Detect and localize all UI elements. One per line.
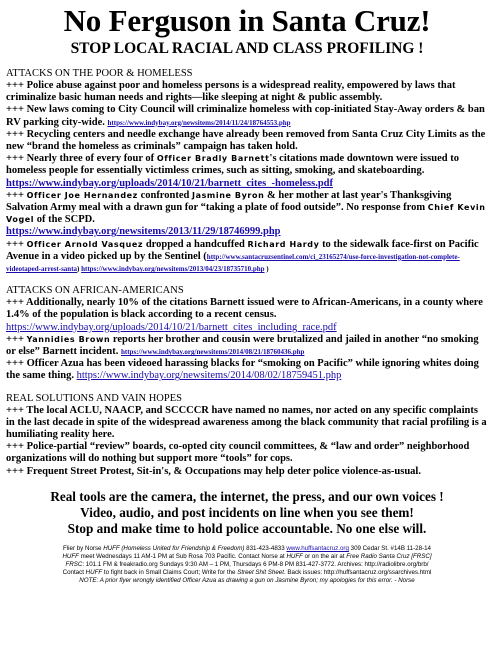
source-link[interactable]: https://www.indybay.org/newsitems/2014/11/24/18764553.php — [107, 118, 291, 127]
footer-note: NOTE: A prior flyer wrongly identified Officer Azua as drawing a gun on Jasmine Byron; my apologies for this error. - Norse — [79, 576, 415, 584]
spacer — [6, 275, 488, 285]
paragraph-text: of the SCPD. — [34, 214, 95, 226]
paragraph-text: to the sidewalk face-first on Pacific Avenue in a video picked up by the Sentinel ( — [6, 238, 479, 262]
footer-line — [6, 561, 488, 569]
section-african-americans — [6, 285, 488, 382]
closing-line: Video, audio, and post incidents on line when you see them! — [80, 504, 414, 520]
footer-text: meet Wednesdays 11 AM-1 PM at Sub Rosa 703 Pacific. Contact Norse at — [78, 552, 287, 560]
footer-org: HUFF — [286, 552, 303, 560]
paragraph — [6, 104, 488, 128]
footer-text: : 101.1 FM & freakradio.org Sundays 9:30 AM – 1 PM, Thursdays 6 PM-8 PM 831-427-3772. Archives: http://radiolibre.org/brb/ — [82, 560, 429, 568]
closing-block — [6, 489, 488, 537]
paragraph-text: +++ Additionally, nearly 10% of the citations Barnett issued were to African-Americans, in a county where 1.4% of the population is black according to a recent census. — [6, 297, 483, 321]
footer-text: to fight back in Small Claims Court; Write for the — [102, 568, 238, 576]
footer-radio: FRSC — [65, 560, 83, 568]
footer-text: Contact — [62, 568, 86, 576]
source-link[interactable]: https://www.indybay.org/newsitems/2014/08/21/18760436.php — [121, 348, 305, 357]
paragraph: +++ Police-partial “review” boards, co-opted city council committees, & “law and order” neighborhood organizations will do nothing but support more “tools” for cops. — [6, 441, 470, 465]
person-name: Jasmine Byron — [192, 190, 265, 200]
website-link[interactable]: www.huffsantacruz.org — [286, 544, 349, 552]
paragraph — [6, 153, 488, 190]
source-link[interactable]: https://www.indybay.org/uploads/2014/10/21/barnett_cites_including_race.pdf — [6, 321, 337, 333]
paragraph — [6, 239, 488, 276]
officer-name: Officer Bradly Barnett — [156, 154, 270, 164]
paragraph-text: & her mother at last year's Thanksgiving Salvation Army meal with a drawn gun for “taking a plate of food outside”. No response from — [6, 189, 452, 214]
paragraph-text: +++ — [6, 333, 27, 345]
footer-line — [6, 545, 488, 553]
section-heading: ATTACKS ON AFRICAN-AMERICANS — [6, 285, 184, 297]
spacer — [6, 537, 488, 545]
officer-name: Officer Arnold Vasquez — [26, 239, 144, 249]
footer-line — [6, 569, 488, 577]
footer-line — [6, 553, 488, 561]
footer — [6, 545, 488, 585]
source-link[interactable]: http://www.santacruzsentinel.com/ci_23165274/use-force-investigation-not-complete-videotaped-arrest-santa — [6, 252, 460, 274]
source-link[interactable]: https://www.indybay.org/uploads/2014/10/21/barnett_cites_-homeless.pdf — [6, 177, 333, 189]
page-subtitle: STOP LOCAL RACIAL AND CLASS PROFILING ! — [70, 40, 424, 57]
paragraph-text: dropped a handcuffed — [143, 238, 248, 250]
footer-radio: Free Radio Santa Cruz [FRSC] — [346, 552, 432, 560]
footer-text: 309 Cedar St. #14B 11-28-14 — [348, 544, 432, 552]
paragraph-text: +++ — [6, 189, 27, 201]
page-title: No Ferguson in Santa Cruz! — [63, 3, 431, 38]
paragraph: +++ Recycling centers and needle exchange have already been removed from Santa Cruz City Limits as the new “brand the homeless as criminals” campaign has taken hold. — [6, 128, 486, 153]
paragraph-text: confronted — [137, 189, 192, 201]
paragraph-text: 's citations made downtown were issued to homeless people for essentially victimless crimes, such as sitting, smoking, and skateboarding. — [6, 153, 459, 177]
paragraph-text: ) — [264, 265, 269, 274]
paragraph: +++ Frequent Street Protest, Sit-in's, & Occupations may help deter police violence-as-usual. — [6, 465, 421, 477]
section-solutions — [6, 393, 488, 478]
source-link[interactable]: https://www.indybay.org/newsitems/2013/11/29/18746999.php — [6, 226, 281, 238]
paragraph-text: ) — [77, 265, 82, 274]
paragraph-text: +++ Officer Azua has been videoed harassing blacks for “smoking on Pacific” while ignoring whites doing the same thing. — [6, 358, 479, 382]
officer-name: Officer Joe Hernandez — [26, 190, 138, 200]
paragraph — [6, 334, 488, 358]
source-link[interactable]: https://www.indybay.org/newsitems/2014/08/02/18759451.php — [76, 370, 342, 382]
person-name: Richard Hardy — [247, 239, 320, 249]
paragraph — [6, 358, 488, 382]
person-name: Yannidies Brown — [26, 334, 111, 344]
section-poor-homeless — [6, 68, 488, 275]
footer-org: HUFF — [85, 568, 103, 576]
chief-name: Chief Kevin Vogel — [6, 203, 486, 225]
spacer — [6, 383, 488, 393]
footer-text: . Back issues: http://huffsantacruz.org/ssarchives.html — [283, 568, 432, 576]
footer-text: Flier by Norse — [62, 544, 104, 552]
paragraph — [6, 190, 488, 239]
paragraph — [6, 297, 488, 334]
section-heading: REAL SOLUTIONS AND VAIN HOPES — [6, 392, 182, 404]
footer-publication: Street Shit Sheet — [237, 568, 284, 576]
closing-line: Real tools are the camera, the internet, the press, and our own voices ! — [50, 488, 444, 504]
paragraph-text: +++ Nearly three of every four of — [6, 153, 157, 165]
spacer — [6, 478, 488, 489]
paragraph: +++ The local ACLU, NAACP, and SCCCCR have named no names, nor acted on any specific complaints in the last decade in spite of the widespread awareness among the black community that racial profiling is a humiliating reality here. — [6, 404, 487, 441]
paragraph-text: +++ New laws coming to City Council will criminalize homeless with cop-initiated Stay-Away orders & ban RV parking city-wide. — [6, 104, 485, 128]
source-link[interactable]: https://www.indybay.org/newsitems/2013/04/23/18735710.php — [81, 265, 265, 274]
footer-text: or on the air at — [302, 552, 347, 560]
paragraph-text: reports her brother and cousin were brutalized and jailed in another “no smoking or else” Barnett incident. — [6, 333, 479, 358]
footer-text: 831-423-4833 — [244, 544, 287, 552]
footer-org: HUFF — [62, 552, 79, 560]
paragraph: +++ Police abuse against poor and homeless persons is a widespread reality, empowered by laws that criminalize basic human needs and rights—like sleeping at night & public assembly. — [6, 80, 456, 104]
section-heading: ATTACKS ON THE POOR & HOMELESS — [6, 68, 193, 79]
closing-line: Stop and make time to hold police accountable. No one else will. — [67, 520, 427, 536]
footer-org: HUFF (Homeless United for Friendship & Freedom) — [103, 544, 245, 552]
paragraph-text: +++ — [6, 238, 27, 250]
